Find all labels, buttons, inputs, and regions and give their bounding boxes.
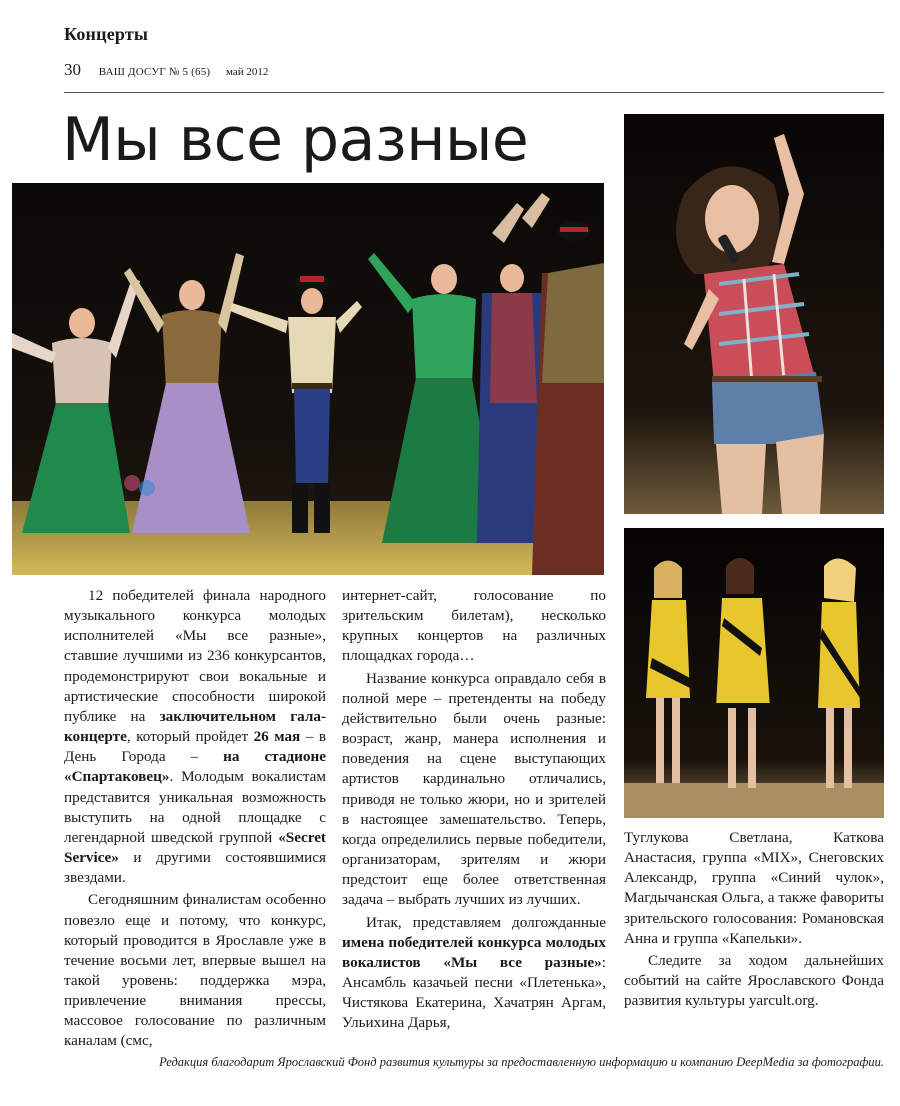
text-run: 12 победителей финала народного музыкального конкурса молодых исполнителей «Мы все разные», ставшие лучшими из 236 конкурсантов, продемонстрируют свои вокальные и артистические способности широкой публике на — [64, 587, 326, 725]
magazine-issue: ВАШ ДОСУГ № 5 (65) — [98, 66, 211, 78]
folio — [64, 60, 268, 80]
paragraph — [64, 586, 326, 888]
article-title: Мы все разные — [62, 105, 529, 175]
text-run: – в День Города – — [64, 728, 326, 766]
solo-singer-photo — [624, 114, 884, 514]
cossack-ensemble-photo — [12, 183, 604, 575]
paragraph: Следите за ходом дальнейших событий на сайте Ярославского Фонда развития культуры yarcult.org. — [624, 951, 884, 1010]
bold-winners: имена победителей конкурса молодых вокалистов «Мы все разные» — [342, 933, 606, 971]
section-label: Концерты — [64, 24, 149, 44]
article-column-2 — [342, 586, 606, 1033]
bold-venue: на стадионе «Спартаковец» — [64, 748, 326, 786]
paragraph — [342, 913, 606, 1034]
paragraph: Туглукова Светлана, Каткова Анастасия, группа «MIX», Снеговских Александр, группа «Синий чулок», Магдычанская Ольга, а также фавориты зрительского голосования: Романовская Анна и группа «Капельки». — [624, 829, 884, 947]
paragraph: Название конкурса оправдало себя в полной мере – претенденты на победу действительно были очень разные: возраст, жанр, манера исполнения и поведения на сцене выступающих артистов кардинально отличались, приводя не только жюри, но и зрителей в настоящее замешательство. Теперь, когда определились первые победители, организаторам, зрителям и жюри предстоит еще более ответственная задача – выбрать лучших из лучших. — [342, 669, 606, 909]
bold-band: «Secret Service» — [64, 828, 326, 867]
text-run: и другими состоявшимися звездами. — [64, 849, 326, 887]
article-column-1 — [64, 586, 326, 1052]
text-run: Итак, представляем долгожданные — [366, 913, 606, 931]
bold-date: 26 мая — [253, 728, 301, 746]
text-run: , который пройдет — [126, 728, 254, 746]
text-run: : Ансамбль казачьей песни «Плетенька», Чистякова Екатерина, Хачатрян Аргам, Ульихина Дарья, — [342, 953, 606, 1032]
issue-date: май 2012 — [226, 66, 269, 78]
text-run: . Молодым вокалистам представится уникальная возможность выступить на одной площадке с легендарной шведской группой — [64, 768, 326, 846]
paragraph: Сегодняшним финалистам особенно повезло еще и потому, что конкурс, который проводится в Ярославле уже в течение восьми лет, впервые вышел на такой уровень: поддержка мэра, привлечение внимания прессы, массовое голосование по различным каналам (смс, — [64, 891, 326, 1050]
photo-credit: Редакция благодарит Ярославский Фонд развития культуры за предоставленную информацию и компанию DeepMedia за фотографии. — [159, 1055, 884, 1069]
header-rule — [64, 92, 884, 93]
page-number: 30 — [64, 60, 81, 79]
article-column-3 — [624, 828, 884, 1011]
paragraph: интернет-сайт, голосование по зрительским билетам), несколько крупных концертов на различных площадках города… — [342, 587, 606, 665]
bold-event: заключительном гала-концерте — [64, 707, 327, 746]
yellow-dress-trio-photo — [624, 528, 884, 818]
